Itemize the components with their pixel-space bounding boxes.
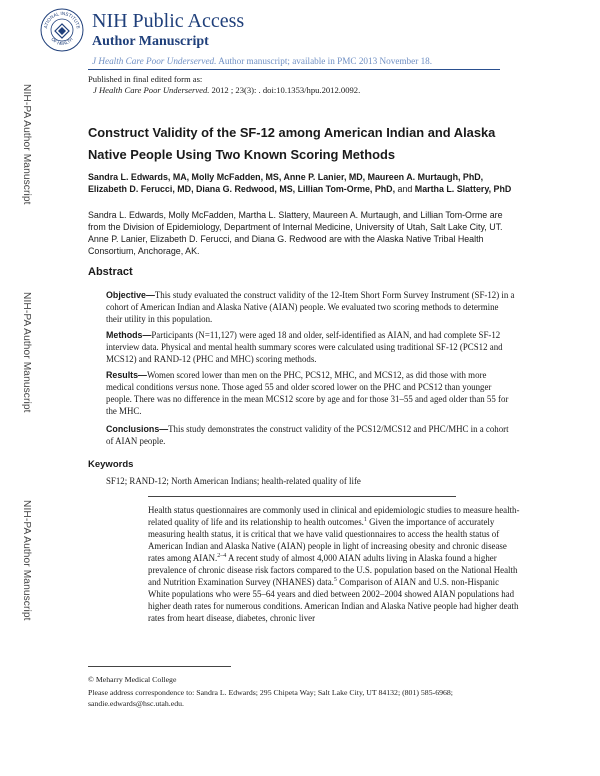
footnote-rule <box>88 666 231 667</box>
side-watermark: NIH-PA Author Manuscript <box>21 292 32 413</box>
reference-3: 5 <box>333 577 337 584</box>
side-watermark: NIH-PA Author Manuscript <box>21 500 32 621</box>
reference-1: 1 <box>363 517 367 524</box>
abstract-conclusions <box>106 423 516 447</box>
reference-2: 2–4 <box>217 553 227 560</box>
body-text-2: Given the importance of accurately measuring health status, it is critical that we have valid questionnaires to access the health status of American Indian and Alaska Native (AIAN) people in light of increasing obesity and chronic disease rates among AIAN. <box>148 517 507 563</box>
body-text-4: Comparison of AIAN and U.S. non-Hispanic White populations who were 55–64 years and died between 2002–2004 showed AIAN populations had higher death rates for numerous conditions. American Indian and Alaska Native people had higher death rates from heart disease, diabetes, chronic liver <box>148 577 519 623</box>
correspondence-note: Please address correspondence to: Sandra L. Edwards; 295 Chipeta Way; Salt Lake City, UT 84132; (801) 585-6968; sandie.edwards@hsc.utah.edu. <box>88 688 453 708</box>
citation-journal: J Health Care Poor Underserved. <box>93 85 210 95</box>
abstract-results <box>106 369 516 417</box>
results-label: Results— <box>106 370 147 380</box>
seal-text-bottom: OF HEALTH <box>50 36 74 47</box>
availability-note-text: Author manuscript; available in PMC 2013 November 18. <box>216 56 433 66</box>
header-rule <box>88 69 500 70</box>
body-paragraph <box>148 504 521 624</box>
availability-note <box>92 55 432 67</box>
body-separator <box>148 496 456 497</box>
methods-label: Methods— <box>106 330 152 340</box>
citation-details: 2012 ; 23(3): . doi:10.1353/hpu.2012.0092. <box>209 85 361 95</box>
nih-seal-logo <box>40 8 84 52</box>
abstract-objective <box>106 289 516 325</box>
body-text-3: A recent study of almost 4,000 AIAN adults living in Alaska found a higher prevalence of chronic disease risk factors compared to the U.S. population based on the National Health and Nutrition Examination Survey (NHANES) data. <box>148 553 518 587</box>
results-italic: versus <box>175 382 199 392</box>
article-title: Construct Validity of the SF-12 among American Indian and Alaska Native People Using Two Known Scoring Methods <box>88 125 496 162</box>
availability-note-journal: J Health Care Poor Underserved. <box>92 56 217 66</box>
authors-and: and <box>395 184 415 194</box>
affiliations: Sandra L. Edwards, Molly McFadden, Martha L. Slattery, Maureen A. Murtaugh, and Lillian Tom-Orme are from the Division of Epidemiology, Department of Internal Medicine, University of Utah, Salt Lake City, UT. Anne P. Lanier, Elizabeth D. Ferucci, and Diana G. Redwood are with the Alaska Native Tribal Health Consortium, Anchorage, AK. <box>88 210 503 256</box>
author-manuscript-label: Author Manuscript <box>92 34 209 49</box>
author-list <box>88 171 520 195</box>
body-text-1: Health status questionnaires are commonly used in clinical and epidemiologic studies to measure health-related quality of life and its relationship to health outcomes. <box>148 505 520 527</box>
keywords-text: SF12; RAND-12; North American Indians; health-related quality of life <box>106 476 361 486</box>
results-text-2: none. Those aged 55 and older scored lower on the PHC and PCS12 than younger people. There was no difference in the mean MCS12 score by age and for those 31–55 and aged older than 55 for the MHC. <box>106 382 509 416</box>
objective-label: Objective— <box>106 290 155 300</box>
nih-public-access-title: NIH Public Access <box>92 10 245 32</box>
seal-text-top: ATIONAL INSTITUTE <box>43 10 81 30</box>
keywords-heading: Keywords <box>88 459 134 470</box>
publication-citation <box>93 85 360 96</box>
objective-text: This study evaluated the construct validity of the 12-Item Short Form Survey Instrument (SF-12) in a cohort of American Indian and Alaska Native (AIAN) people. We evaluated two scoring methods to determine their utility in this population. <box>106 290 515 324</box>
authors-main: Sandra L. Edwards, MA, Molly McFadden, MS, Anne P. Lanier, MD, Maureen A. Murtaugh, PhD, Elizabeth D. Ferucci, MD, Diana G. Redwood, MS, Lillian Tom-Orme, PhD, <box>88 172 484 194</box>
abstract-heading: Abstract <box>88 266 133 278</box>
conclusions-text: This study demonstrates the construct validity of the PCS12/MCS12 and PHC/MHC in a cohort of AIAN people. <box>106 424 509 446</box>
conclusions-label: Conclusions— <box>106 424 169 434</box>
methods-text: Participants (N=11,127) were aged 18 and older, self-identified as AIAN, and had complete SF-12 interview data. Physical and mental health summary scores were calculated using traditional SF-12 (PCS12 and MCS12) and RAND-12 (PHC and MHC) scoring methods. <box>106 330 503 364</box>
copyright-note: © Meharry Medical College <box>88 675 177 684</box>
side-watermark: NIH-PA Author Manuscript <box>21 84 32 205</box>
results-text-1: Women scored lower than men on the PHC, PCS12, MHC, and MCS12, as did those with more medical conditions <box>106 370 487 392</box>
published-label: Published in final edited form as: <box>88 74 203 84</box>
abstract-methods <box>106 329 516 365</box>
authors-last: Martha L. Slattery, PhD <box>414 184 512 194</box>
